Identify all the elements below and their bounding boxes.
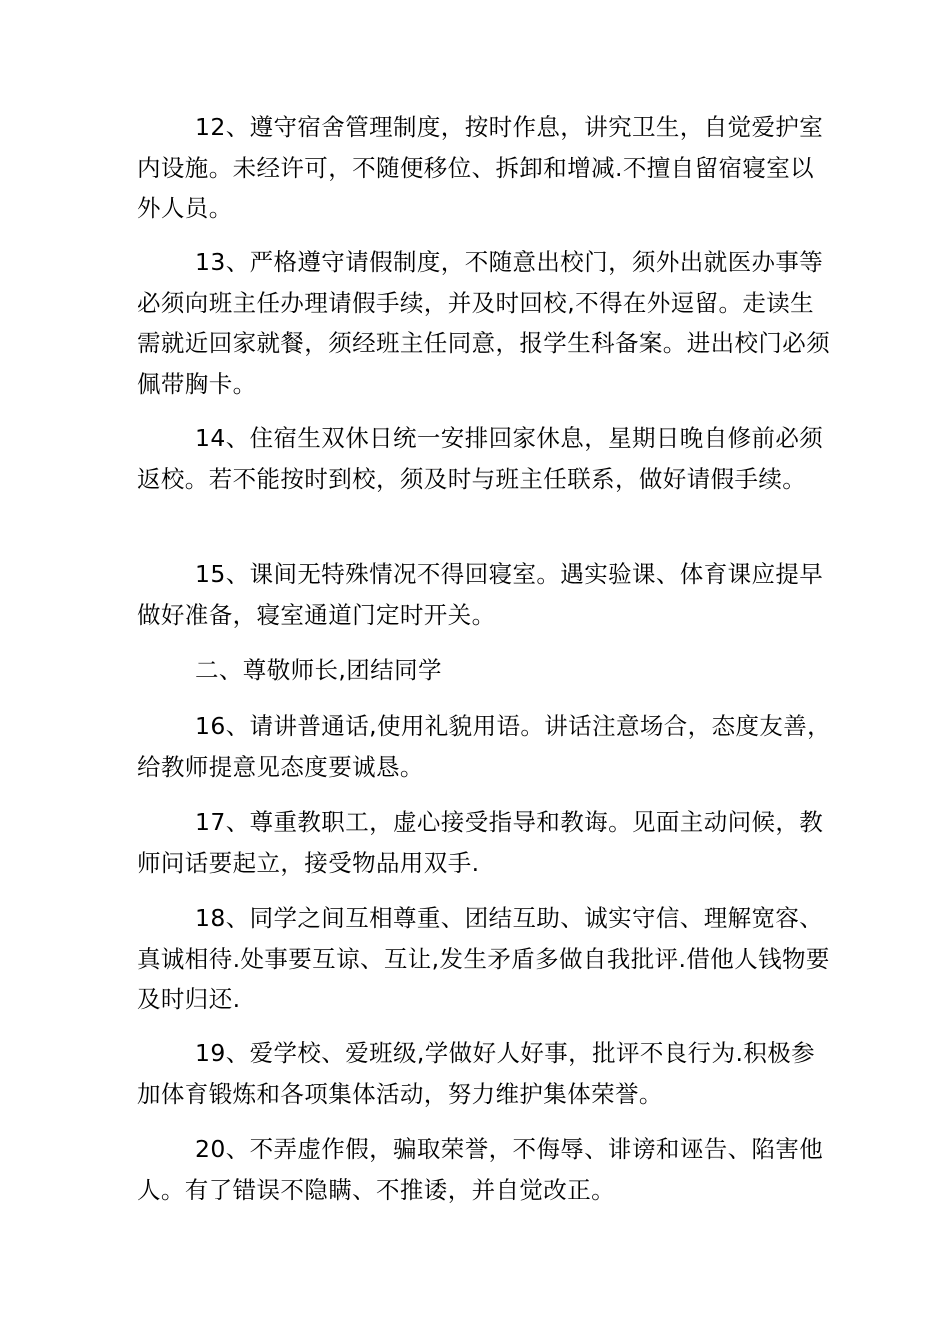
section-heading-respect-teachers: 二、尊敬师长,团结同学 <box>195 656 442 684</box>
rule-12-paragraph: 12、遵守宿舍管理制度，按时作息，讲究卫生，自觉爱护室内设施。未经许可，不随便移位、拆卸和增减.不擅自留宿寝室以外人员。 <box>137 113 824 222</box>
rule-19-paragraph: 19、爱学校、爱班级,学做好人好事，批评不良行为.积极参加体育锻炼和各项集体活动，努力维护集体荣誉。 <box>137 1039 816 1108</box>
rule-17-paragraph: 17、尊重教职工，虚心接受指导和教诲。见面主动问候，教师问话要起立，接受物品用双手. <box>137 808 824 877</box>
rule-13-paragraph: 13、严格遵守请假制度，不随意出校门，须外出就医办事等必须向班主任办理请假手续，并及时回校,不得在外逗留。走读生需就近回家就餐，须经班主任同意，报学生科备案。进出校门必须佩带胸卡。 <box>137 248 831 398</box>
rule-18-paragraph: 18、同学之间互相尊重、团结互助、诚实守信、理解宽容、真诚相待.处事要互谅、互让,发生矛盾多做自我批评.借他人钱物要及时归还. <box>137 904 830 1013</box>
rule-15-paragraph: 15、课间无特殊情况不得回寝室。遇实验课、体育课应提早做好准备，寝室通道门定时开关。 <box>137 560 824 629</box>
rule-20-paragraph: 20、不弄虚作假，骗取荣誉，不侮辱、诽谤和诬告、陷害他人。有了错误不隐瞒、不推诿，并自觉改正。 <box>137 1135 824 1204</box>
rule-14-paragraph: 14、住宿生双休日统一安排回家休息，星期日晚自修前必须返校。若不能按时到校，须及时与班主任联系，做好请假手续。 <box>137 424 824 493</box>
rule-16-paragraph: 16、请讲普通话,使用礼貌用语。讲话注意场合，态度友善，给教师提意见态度要诚恳。 <box>137 712 832 781</box>
